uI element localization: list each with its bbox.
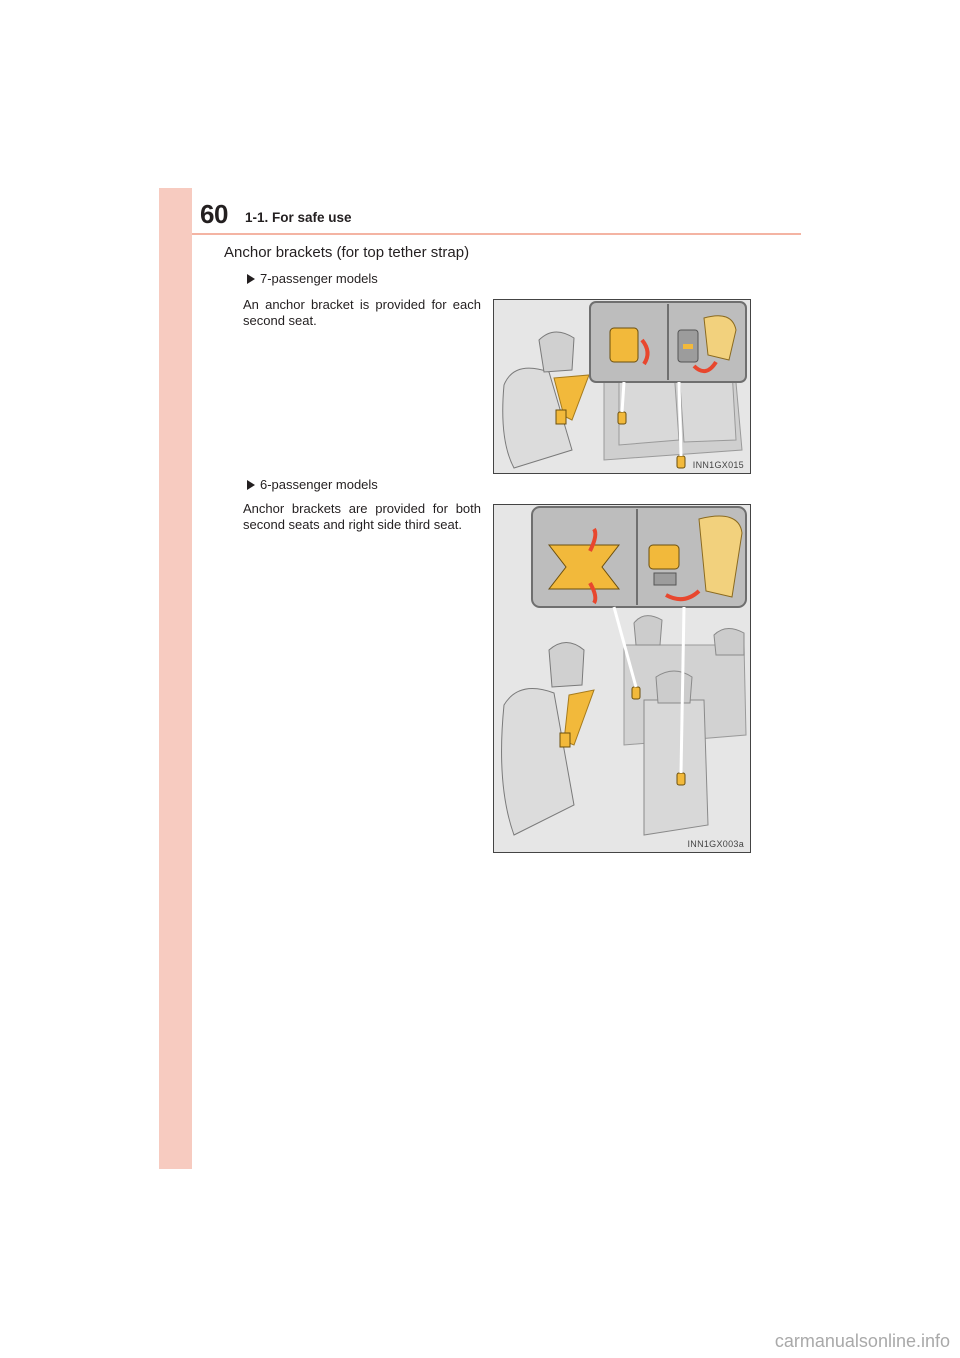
triangle-bullet-icon [247,480,255,490]
header-rule [192,233,801,235]
figure-code: INN1GX003a [687,839,744,849]
description-6-passenger: Anchor brackets are provided for both second seats and right side third seat. [243,501,481,532]
model-label-text: 7-passenger models [260,271,378,286]
section-title: 1-1. For safe use [245,210,352,225]
model-label-7-passenger [247,271,378,286]
figure-7-passenger-anchor [493,299,751,474]
figure-6-passenger-anchor [493,504,751,853]
subheading: Anchor brackets (for top tether strap) [224,244,470,261]
side-color-band [159,188,192,1169]
seat-illustration [494,505,750,852]
description-7-passenger: An anchor bracket is provided for each second seat. [243,297,481,328]
seat-illustration [494,300,750,473]
watermark: carmanualsonline.info [774,1331,950,1351]
triangle-bullet-icon [247,274,255,284]
model-label-6-passenger [247,477,378,492]
model-label-text: 6-passenger models [260,477,378,492]
figure-code: INN1GX015 [692,460,744,470]
page-number: 60 [200,199,228,229]
